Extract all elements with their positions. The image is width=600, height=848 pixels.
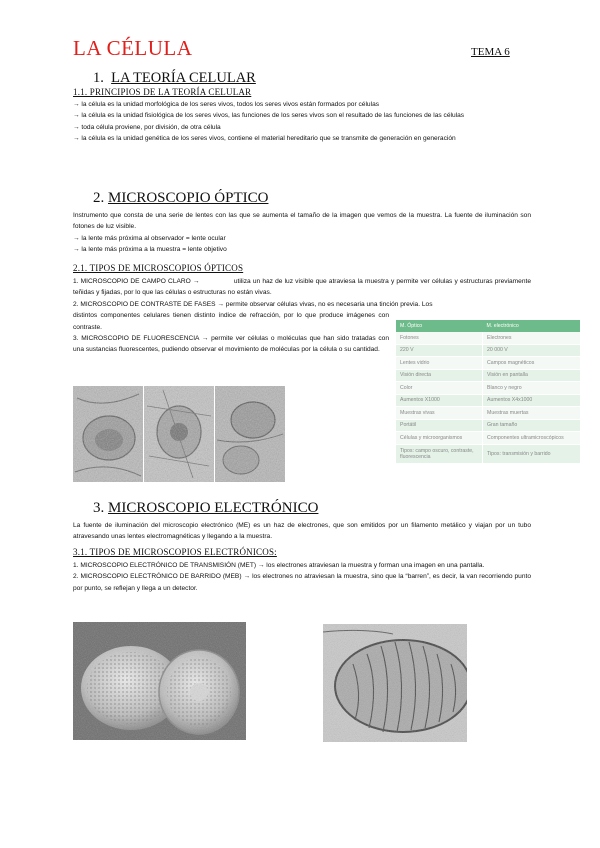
section-1-heading (93, 70, 256, 87)
table-cell: Aumentos X4x1000 (483, 394, 581, 407)
table-cell: Células y microorganismos (396, 432, 483, 445)
section-1-subheading: 1.1. PRINCIPIOS DE LA TEORÍA CELULAR (73, 87, 252, 97)
comparison-table-wrapper (396, 320, 580, 464)
table-row (396, 444, 580, 463)
section-2-subheading: 2.1. TIPOS DE MICROSCOPIOS ÓPTICOS (73, 263, 244, 273)
optical-intro-block (73, 210, 531, 256)
section-2-number: 2. (93, 190, 105, 206)
brightfield-label: 1. MICROSCOPIO DE CAMPO CLARO → (73, 278, 200, 285)
table-header: M. electrónico (483, 320, 581, 332)
table-cell: Muestras vivas (396, 407, 483, 420)
table-cell: Muestras muertas (483, 407, 581, 420)
table-cell: Fotones (396, 332, 483, 344)
electron-types-block (73, 560, 531, 594)
sem-microscope: 2. MICROSCOPIO ELECTRÓNICO DE BARRIDO (MEB) → los electrones no atraviesan la muestra, sino que la “barren”, es decir, la van recorriendo punto por punto, se reflejan y llega a un detector. (73, 573, 531, 592)
table-cell: 220 V (396, 344, 483, 357)
table-cell: Lentes vidrio (396, 357, 483, 370)
table-cell: Campos magnéticos (483, 357, 581, 370)
tem-microscope: 1. MICROSCOPIO ELECTRÓNICO DE TRANSMISIÓN (MET) → los electrones atraviesan la muestra y forman una imagen en una pantalla. (73, 562, 485, 569)
table-cell: Blanco y negro (483, 382, 581, 395)
table-cell: Portátil (396, 419, 483, 432)
table-cell: Visión directa (396, 369, 483, 382)
section-2-title: MICROSCOPIO ÓPTICO (108, 190, 269, 206)
micrograph-strip-image (73, 386, 285, 482)
section-1-title: LA TEORÍA CELULAR (111, 70, 256, 86)
micrograph-panel (144, 386, 214, 482)
table-row (396, 344, 580, 357)
table-row (396, 357, 580, 370)
ocular-lens-note: → la lente más próxima al observador = lente ocular (73, 234, 226, 242)
brightfield-microscope (73, 276, 531, 299)
section-3-title: MICROSCOPIO ELECTRÓNICO (108, 500, 319, 516)
table-cell: Aumentos X1000 (396, 394, 483, 407)
principle-item: → la célula es la unidad fisiológica de los seres vivos, las funciones de los seres vivos son el resultado de las funciones de las células (73, 112, 465, 120)
table-cell: Electrones (483, 332, 581, 344)
section-1-number: 1. (93, 70, 104, 86)
principles-list (73, 99, 531, 145)
section-3-subheading: 3.1. TIPOS DE MICROSCOPIOS ELECTRÓNICOS: (73, 547, 277, 557)
table-header-row (396, 320, 580, 332)
table-cell: Gran tamaño (483, 419, 581, 432)
table-row (396, 432, 580, 445)
table-row (396, 407, 580, 420)
sem-diatom-image (73, 622, 246, 740)
table-row (396, 394, 580, 407)
table-cell: Color (396, 382, 483, 395)
tem-image (323, 624, 467, 742)
table-cell: Visión en pantalla (483, 369, 581, 382)
table-cell: Tipos: transmisión y barrido (483, 444, 581, 463)
table-row (396, 382, 580, 395)
table-cell: Componentes ultramicroscópicos (483, 432, 581, 445)
brightfield-desc: utiliza un haz de luz visible que atraviesa la muestra y permite ver células y estructuras previamente teñidas y fijadas, por lo que las células o estructuras no están vivas. (73, 278, 532, 297)
optical-micrographs (73, 386, 285, 482)
principle-item: → la célula es la unidad morfológica de los seres vivos, todos los seres vivos están formados por células (73, 101, 380, 108)
page-title: LA CÉLULA (73, 36, 193, 60)
table-cell: 20 000 V (483, 344, 581, 357)
table-row (396, 369, 580, 382)
section-2-heading (93, 190, 268, 207)
topic-label: TEMA 6 (471, 46, 510, 58)
optical-intro: Instrumento que consta de una serie de lentes con las que se aumenta el tamaño de la imagen que vemos de la muestra. La fuente de iluminación son fotones de luz visible. (73, 212, 531, 231)
tem-mitochondrion-image (323, 624, 467, 742)
phase-contrast-microscope: 2. MICROSCOPIO DE CONTRASTE DE FASES → permite observar células vivas, no es necesaria una tinción previa. Los (73, 300, 433, 308)
micrograph-panel (73, 386, 143, 482)
micrograph-panel (215, 386, 285, 482)
electron-intro: La fuente de iluminación del microscopio electrónico (ME) es un haz de electrones, que son emitidos por un filamento metálico y viajan por un tubo atravesando unas lentes electromagnéticas y llegando a la muestra. (73, 522, 531, 541)
electron-intro-block (73, 520, 531, 543)
comparison-table (396, 320, 580, 464)
principle-item: → toda célula proviene, por división, de otra célula (73, 123, 221, 131)
sem-image (73, 622, 246, 740)
table-header: M. Óptico (396, 320, 483, 332)
fluorescence-microscope: 3. MICROSCOPIO DE FLUORESCENCIA → permite ver células o moléculas que han sido tratadas con una sustancias fluorescentes, pudiendo observar el movimiento de moléculas por la célula o su cantidad. (73, 335, 389, 354)
table-row (396, 332, 580, 344)
section-3-heading (93, 500, 318, 517)
principle-item: → la célula es la unidad genética de los seres vivos, contiene el material hereditario que se transmite de generación en generación (73, 135, 456, 143)
objective-lens-note: → la lente más próxima a la muestra = lente objetivo (73, 246, 227, 254)
section-3-number: 3. (93, 500, 105, 516)
table-cell: Tipos: campo oscuro, contraste, fluorescencia (396, 444, 483, 463)
phase-contrast-desc: distintos componentes celulares tienen distinto índice de refracción, por lo que produce imágenes con contraste. (73, 312, 389, 331)
table-row (396, 419, 580, 432)
